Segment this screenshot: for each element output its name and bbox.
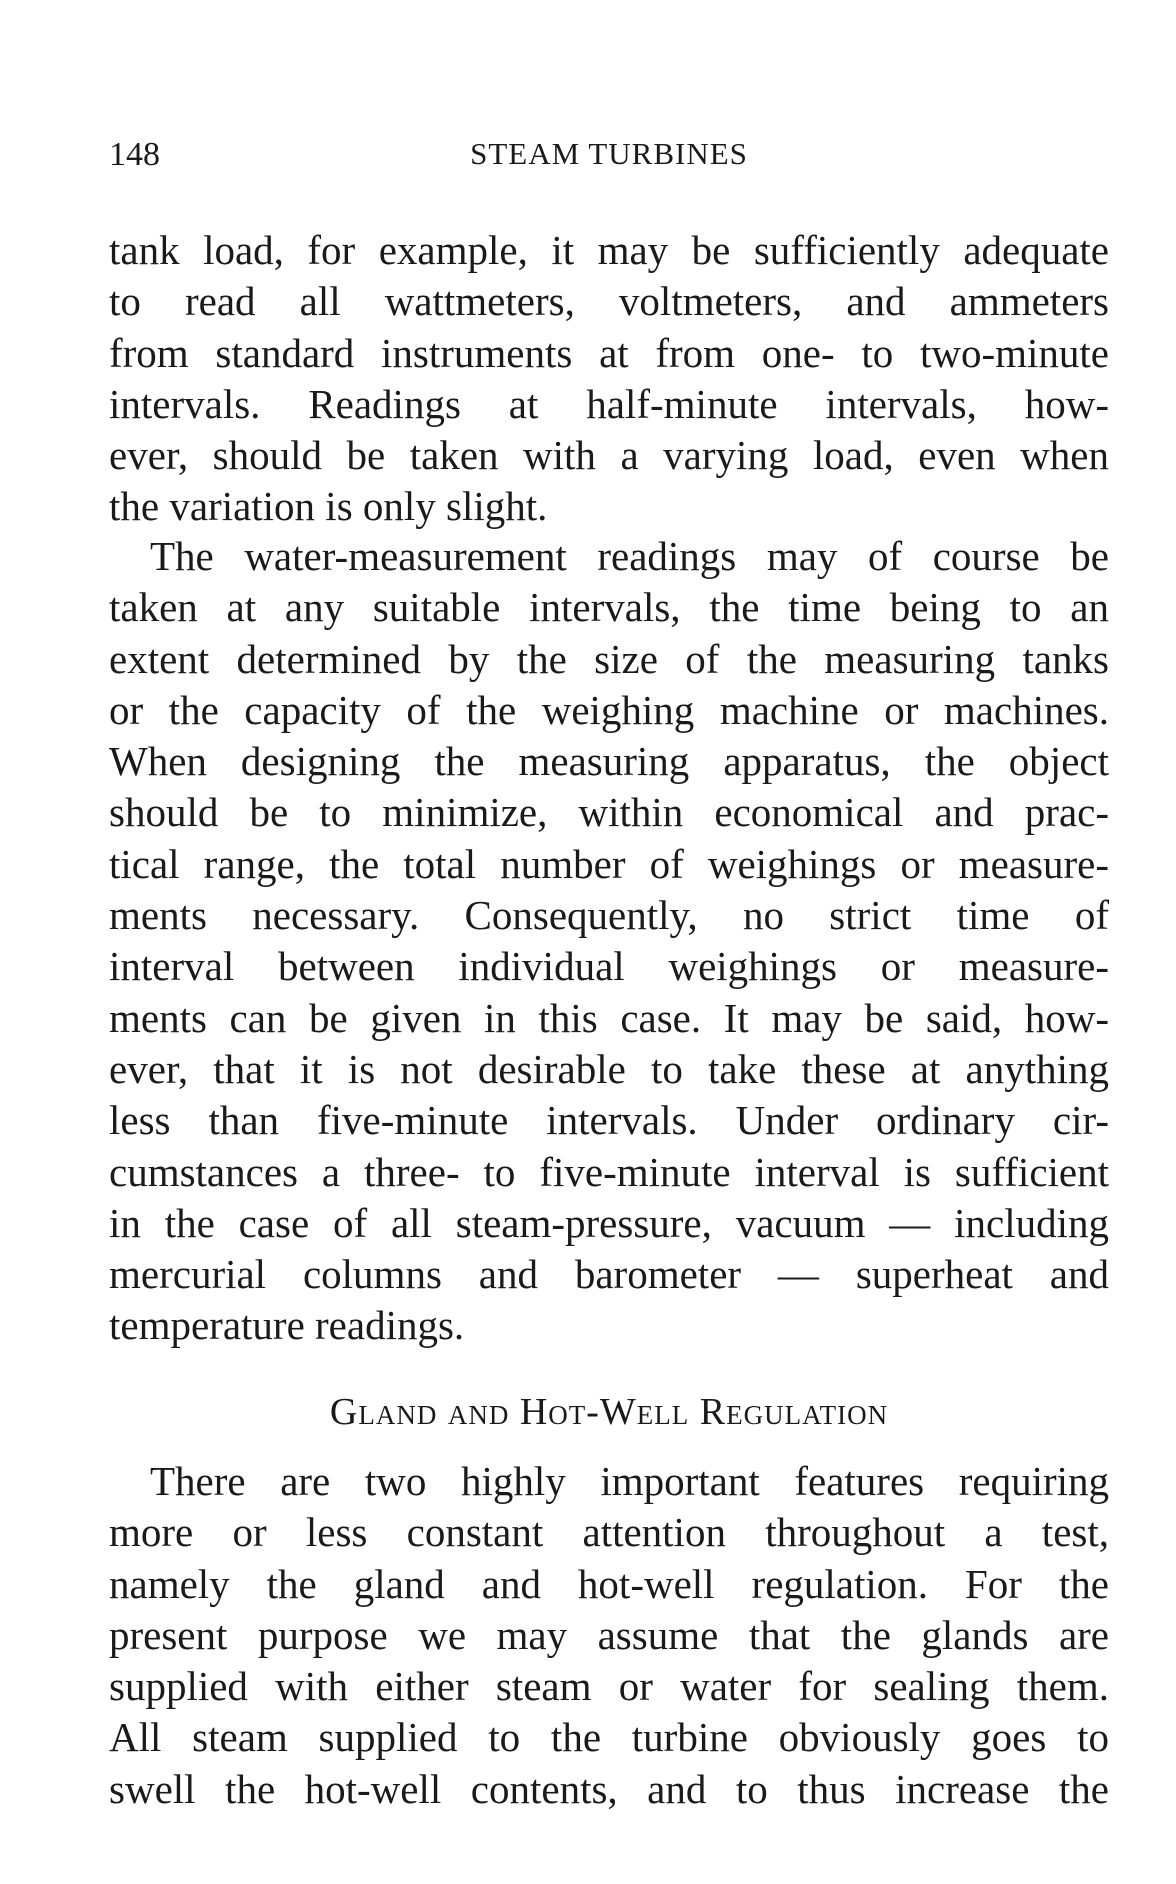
paragraph-3 — [109, 1456, 1109, 1815]
text-line: to read all wattmeters, voltmeters, and ammeters — [109, 278, 1109, 325]
paragraph-1 — [109, 225, 1109, 533]
text-line: swell the hot-well contents, and to thus increase the — [109, 1765, 1109, 1812]
text-line: namely the gland and hot-well regulation. For the — [109, 1560, 1109, 1607]
text-line: should be to minimize, within economical and prac- — [109, 789, 1109, 836]
section-heading: Gland and Hot-Well Regulation — [329, 1391, 889, 1433]
text-line: supplied with either steam or water for sealing them. — [109, 1663, 1109, 1710]
text-line: When designing the measuring apparatus, the object — [109, 738, 1109, 785]
text-line: present purpose we may assume that the glands are — [109, 1611, 1109, 1658]
text-line: temperature readings. — [109, 1302, 465, 1349]
text-line: tical range, the total number of weighings or measure- — [109, 840, 1109, 887]
text-line: in the case of all steam-pressure, vacuum — including — [109, 1199, 1109, 1246]
text-line: less than five-minute intervals. Under ordinary cir- — [109, 1097, 1109, 1144]
text-line: ments can be given in this case. It may be said, how- — [109, 994, 1109, 1041]
text-line: ments necessary. Consequently, no strict time of — [109, 892, 1109, 939]
text-line: cumstances a three- to five-minute interval is sufficient — [109, 1148, 1109, 1195]
running-header — [109, 136, 1109, 180]
text-line: ever, should be taken with a varying load, even when — [109, 432, 1109, 479]
text-line: All steam supplied to the turbine obviously goes to — [109, 1714, 1109, 1761]
text-line: more or less constant attention throughout a test, — [109, 1509, 1109, 1556]
paragraph-2 — [109, 531, 1109, 1352]
text-line: interval between individual weighings or measure- — [109, 943, 1109, 990]
text-line: The water-measurement readings may of course be — [150, 533, 1109, 579]
text-line: the variation is only slight. — [109, 483, 548, 530]
text-line: from standard instruments at from one- to two-minute — [109, 329, 1109, 376]
text-line: mercurial columns and barometer — superheat and — [109, 1251, 1109, 1298]
text-line: There are two highly important features requiring — [150, 1458, 1109, 1504]
running-title: STEAM TURBINES — [470, 136, 748, 171]
text-line: tank load, for example, it may be sufficiently adequate — [109, 227, 1109, 273]
text-line: intervals. Readings at half-minute intervals, how- — [109, 380, 1109, 427]
text-line: taken at any suitable intervals, the time being to an — [109, 584, 1109, 631]
text-line: extent determined by the size of the measuring tanks — [109, 635, 1109, 682]
text-line: or the capacity of the weighing machine or machines. — [109, 686, 1109, 733]
page-number: 148 — [109, 136, 160, 173]
text-line: ever, that it is not desirable to take these at anything — [109, 1045, 1109, 1092]
